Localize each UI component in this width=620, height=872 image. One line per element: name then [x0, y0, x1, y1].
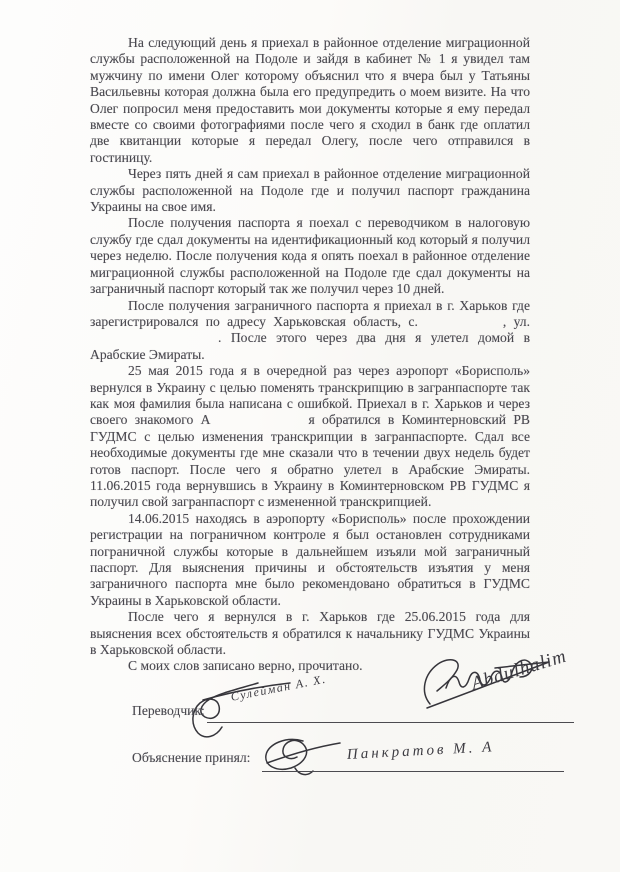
paragraph-text: Через пять дней я сам приехал в районное отделение миграционной службы расположенной на Подоле где и получил паспорт гражданина Украины на свое имя.	[90, 166, 530, 215]
paragraph-text: После получения заграничного паспорта я приехал в г. Харьков где зарегистрировался по адресу Харьковская область, с.	[90, 297, 530, 329]
paragraph	[90, 215, 530, 297]
paragraph	[90, 298, 530, 364]
paragraph	[90, 363, 530, 511]
officer-label: Объяснение принял:	[132, 750, 251, 765]
redacted-blank	[210, 422, 308, 424]
paragraph-text: С моих слов записано верно, прочитано.	[128, 658, 363, 674]
paragraph-text: На следующий день я приехал в районное отделение миграционной службы расположенной на Подоле и зайдя в кабинет № 1 я увидел там мужчину по имени Олег которому объяснил что я вчера был у Татьяны Васильевны которая должна была его предупредить о моем визите. На что Олег попросил меня предоставить мои документы которые я ему передал вместе со своими фотографиями после чего я сходил в банк где оплатил две квитанции которые я передал Олегу, после чего отправился в гостиницу.	[90, 35, 530, 165]
paragraph	[90, 166, 530, 215]
document-body	[90, 35, 530, 675]
paragraph	[90, 511, 530, 609]
redacted-blank	[90, 340, 218, 342]
officer-signature-scrawl	[266, 739, 340, 774]
paragraph-text: . После этого через два дня я улетел домой в Арабские Эмираты.	[90, 330, 530, 362]
paragraph-text: , ул.	[502, 313, 530, 329]
paragraph-text: я обратился в Коминтерновский РВ ГУДМС с целью изменения транскрипции в загранпаспорте. Сдал все необходимые документы где мне сказали что в течении двух недель будет готов паспорт. После чего я обратно улетел в Арабские Эмираты. 11.06.2015 года вернувшись в Украину в Коминтерновском РВ ГУДМС я получил свой загранпаспорт с измененной транскрипцией.	[90, 412, 530, 510]
paragraph-text: После чего я вернулся в г. Харьков где 25.06.2015 года для выяснения всех обстоятельств я обратился к начальнику ГУДМС Украины в Харьковской области.	[90, 609, 530, 658]
translator-label: Переводчик:	[132, 703, 205, 718]
officer-signature-name: Панкратов М. А	[346, 739, 495, 763]
paragraph	[90, 35, 530, 166]
paragraph-text: 25 мая 2015 года я в очередной раз через аэропорт «Борисполь» вернулся в Украину с целью поменять транскрипцию в загранпаспорте так как моя фамилия была написана с ошибкой. Приехал в г. Харьков и через своего знакомого А	[90, 363, 530, 428]
translator-signature-name: Сулейман А. Х.	[229, 671, 328, 704]
translator-signature-line	[207, 722, 574, 723]
paragraph-text: После получения паспорта я поехал с переводчиком в налоговую службу где сдал документы на идентификационный код который я получил через неделю. После получения кода я опять поехал в районное отделение миграционной службы расположенной на Подоле где сдал документы на заграничный паспорт который так же получил через 10 дней.	[90, 215, 530, 297]
paragraph-text: 14.06.2015 находясь в аэропорту «Борисполь» после прохождении регистрации на пограничном контроле я был остановлен сотрудниками пограничной службы которые в дальнейшем изъяли мой заграничный паспорт. Для выяснения причины и обстоятельств изъятия у меня заграничного паспорта мне было рекомендовано обратиться в ГУДМС Украины в Харьковской области.	[90, 510, 530, 608]
paragraph	[90, 658, 530, 674]
redacted-blank	[418, 324, 503, 326]
applicant-signature-name: Abdulhalim	[468, 645, 570, 695]
officer-signature-line	[262, 771, 564, 772]
paragraph	[90, 609, 530, 658]
